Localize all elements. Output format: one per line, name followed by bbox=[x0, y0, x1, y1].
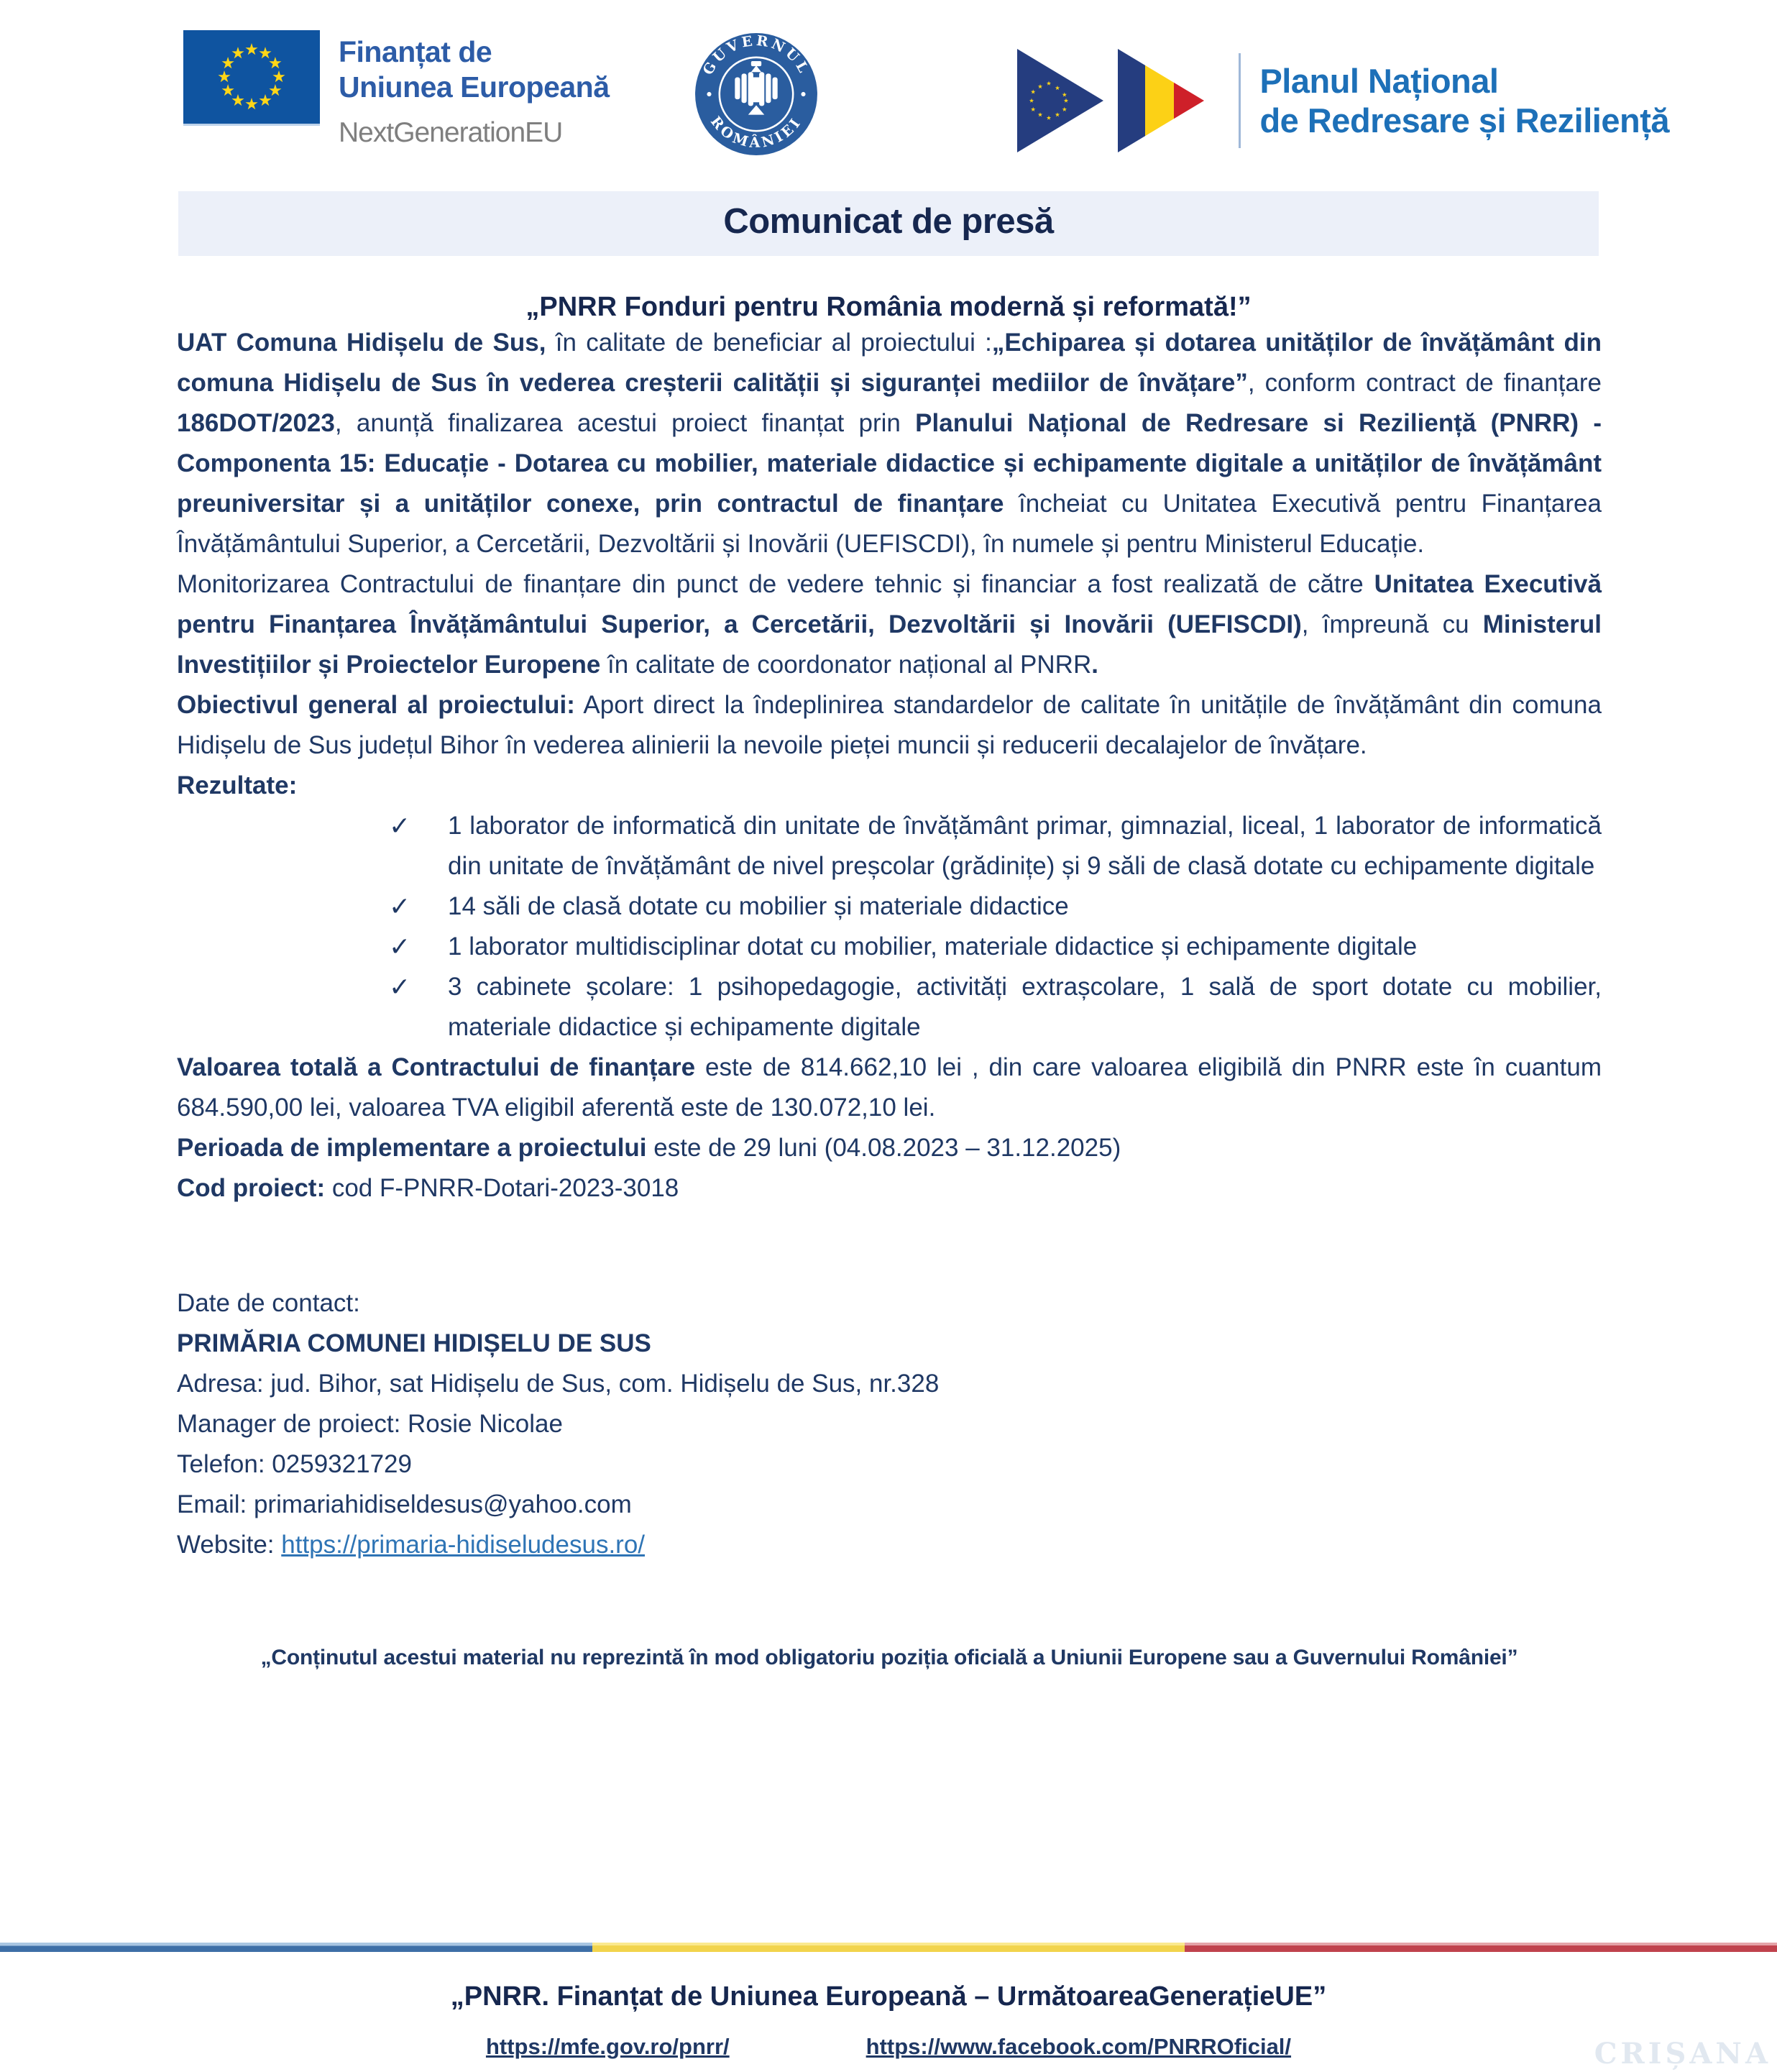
footer bbox=[0, 1981, 1777, 2060]
crisana-watermark: CRIȘANA bbox=[1594, 2037, 1771, 2071]
bold-text-run: Unitatea Executivă pentru Finanțarea Învățământului Superior, a Cercetării, Dezvoltării și Inovării (UEFISCDI) bbox=[177, 570, 1602, 638]
pnrr-triangles-icon bbox=[1011, 43, 1220, 158]
footer-links bbox=[0, 2034, 1777, 2060]
tricolor-blue-segment bbox=[0, 1943, 592, 1952]
text-run: cod F-PNRR-Dotari-2023-3018 bbox=[325, 1174, 679, 1202]
pnrr-logo-line2: de Redresare și Reziliență bbox=[1259, 101, 1669, 139]
paragraph-project-code bbox=[177, 1168, 1602, 1209]
eu-funding-line3: NextGenerationEU bbox=[339, 117, 563, 148]
bold-text-run: Obiectivul general al proiectului: bbox=[177, 691, 575, 719]
subtitle: „PNRR Fonduri pentru România modernă și reformată!” bbox=[525, 292, 1252, 322]
disclaimer-text: „Conținutul acestui material nu reprezintă în mod obligatoriu poziția oficială a Uniunii Europene sau a Guvernului României” bbox=[260, 1646, 1518, 1669]
text-run: , conform contract de finanțare bbox=[1247, 369, 1602, 397]
facebook-pnrr-link[interactable]: https://www.facebook.com/PNRROficial/ bbox=[865, 2034, 1292, 2059]
gov-seal-bottom-text: ROMÂNIEI bbox=[707, 113, 806, 151]
footer-slogan: „PNRR. Finanțat de Uniunea Europeană – UrmătoareaGenerațieUE” bbox=[450, 1981, 1327, 2012]
romanian-tricolor-bar bbox=[0, 1943, 1777, 1952]
check-icon: ✓ bbox=[389, 891, 411, 921]
text-run: este de 29 luni (04.08.2023 – 31.12.2025) bbox=[646, 1134, 1121, 1162]
contact-organization: PRIMĂRIA COMUNEI HIDIȘELU DE SUS bbox=[177, 1329, 651, 1357]
tricolor-red-segment bbox=[1185, 1943, 1777, 1952]
contact-section bbox=[177, 1283, 1602, 1565]
paragraph-objective bbox=[177, 685, 1602, 766]
paragraph-monitoring bbox=[177, 564, 1602, 685]
document-body bbox=[177, 323, 1602, 1670]
contact-address: Adresa: jud. Bihor, sat Hidișelu de Sus, com. Hidișelu de Sus, nr.328 bbox=[177, 1370, 940, 1398]
check-icon: ✓ bbox=[389, 811, 411, 840]
list-item bbox=[389, 886, 1602, 927]
text-run: încheiat cu Unitatea Executivă pentru Finanțarea Învățământului Superior, a Cercetării, Dezvoltării și Inovării (UEFISCDI), în numele și pentru Ministerul Educație. bbox=[177, 490, 1602, 558]
text-run: Aport direct la îndeplinirea standardelor de calitate în unitățile de învățământ din comuna Hidișelu de Sus județul Bihor în vederea alinierii la nevoile pieței muncii și reducerii decalajelor de învățare. bbox=[177, 691, 1602, 759]
contact-manager: Manager de proiect: Rosie Nicolae bbox=[177, 1410, 563, 1438]
result-text: 3 cabinete școlare: 1 psihopedagogie, activități extrașcolare, 1 sală de sport dotate cu mobilier, materiale didactice și echipamente digitale bbox=[448, 973, 1602, 1041]
tricolor-yellow-segment bbox=[592, 1943, 1185, 1952]
page-title: Comunicat de presă bbox=[723, 202, 1054, 241]
eu-funding-line1: Finanțat de bbox=[339, 35, 492, 68]
website-link[interactable]: https://primaria-hidiseludesus.ro/ bbox=[281, 1531, 646, 1559]
result-text: 14 săli de clasă dotate cu mobilier și materiale didactice bbox=[448, 892, 1069, 920]
pnrr-logo-line1: Planul Național bbox=[1259, 62, 1499, 100]
results-label: Rezultate: bbox=[177, 771, 298, 799]
contact-email: Email: primariahidiseldesus@yahoo.com bbox=[177, 1490, 632, 1518]
bold-text-run: Cod proiect: bbox=[177, 1174, 326, 1202]
eu-flag-icon bbox=[183, 30, 320, 126]
text-run: în calitate de coordonator național al PNRR bbox=[600, 651, 1092, 679]
text-run: , anunță finalizarea acestui proiect finanțat prin bbox=[334, 409, 916, 437]
text-run: în calitate de beneficiar al proiectului : bbox=[546, 329, 992, 357]
paragraph-total-value bbox=[177, 1048, 1602, 1128]
bold-text-run: Ministerul Investițiilor și Proiectelor Europene bbox=[177, 610, 1602, 679]
result-text: 1 laborator multidisciplinar dotat cu mobilier, materiale didactice și echipamente digitale bbox=[448, 932, 1418, 961]
list-item bbox=[389, 927, 1602, 967]
mfe-gov-link[interactable]: https://mfe.gov.ro/pnrr/ bbox=[485, 2034, 730, 2059]
bold-text-run: 186DOT/2023 bbox=[177, 409, 335, 437]
check-icon: ✓ bbox=[389, 972, 411, 1001]
list-item bbox=[389, 806, 1602, 886]
pnrr-logo-divider bbox=[1239, 53, 1241, 148]
list-item bbox=[389, 967, 1602, 1048]
contact-website-line bbox=[177, 1525, 1602, 1565]
eu-funding-text bbox=[339, 30, 610, 150]
bold-text-run: Planului Național de Redresare si Reziliență (PNRR) - Componenta 15: Educație - Dotarea cu mobilier, materiale didactice și echipamente digitale a unităților de învățământ preuniversitar și a unităților conexe, prin contractul de finanțare bbox=[177, 409, 1602, 518]
check-icon: ✓ bbox=[389, 932, 411, 961]
bold-text-run: Perioada de implementare a proiectului bbox=[177, 1134, 647, 1162]
gov-seal-top-text: GUVERNUL bbox=[699, 32, 814, 78]
title-band bbox=[178, 191, 1599, 256]
eu-funding-logo bbox=[183, 30, 610, 150]
romanian-government-seal-icon bbox=[694, 32, 819, 160]
text-run: Monitorizarea Contractului de finanțare din punct de vedere tehnic și financiar a fost realizată de către bbox=[177, 570, 1374, 598]
contact-phone: Telefon: 0259321729 bbox=[177, 1450, 412, 1478]
eu-funding-line2: Uniunea Europeană bbox=[339, 70, 610, 104]
paragraph-project-announcement bbox=[177, 323, 1602, 564]
header-logos bbox=[0, 0, 1777, 167]
bold-text-run: UAT Comuna Hidișelu de Sus, bbox=[177, 329, 546, 357]
results-list bbox=[177, 806, 1602, 1048]
text-run: , împreună cu bbox=[1301, 610, 1483, 638]
pnrr-logo bbox=[1011, 43, 1669, 158]
result-text: 1 laborator de informatică din unitate de învățământ primar, gimnazial, liceal, 1 laborator de informatică din unitate de învățământ de nivel preșcolar (grădinițe) și 9 săli de clasă dotate cu echipamente digitale bbox=[448, 812, 1602, 880]
pnrr-logo-text bbox=[1259, 61, 1669, 140]
bold-text-run: . bbox=[1091, 651, 1098, 679]
text-run: este de 814.662,10 lei , din care valoarea eligibilă din PNRR este în cuantum 684.590,00 lei, valoarea TVA eligibil aferentă este de 130.072,10 lei. bbox=[177, 1053, 1602, 1122]
bold-text-run: „Echiparea și dotarea unităților de învățământ din comuna Hidișelu de Sus în vederea creșterii calității și siguranței mediilor de învățare” bbox=[177, 329, 1602, 397]
bold-text-run: Valoarea totală a Contractului de finanțare bbox=[177, 1053, 696, 1081]
paragraph-implementation-period bbox=[177, 1128, 1602, 1168]
contact-intro: Date de contact: bbox=[177, 1289, 360, 1317]
text-run: Website: bbox=[177, 1531, 282, 1559]
